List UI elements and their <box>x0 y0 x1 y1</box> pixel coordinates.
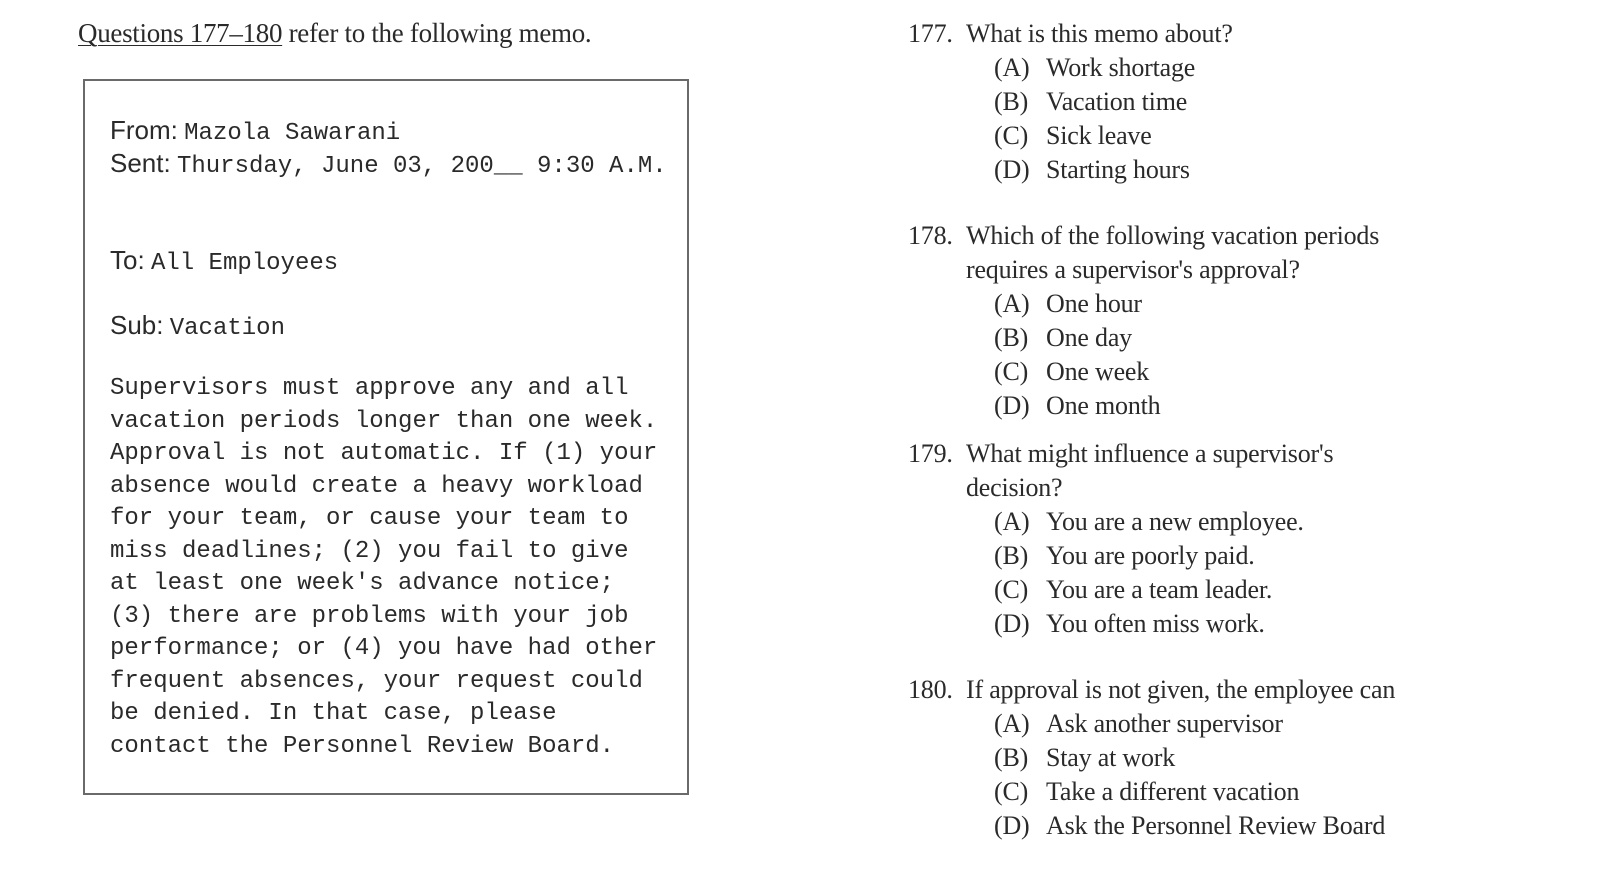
sub-label: Sub: <box>110 310 164 340</box>
option-d <box>908 607 1333 641</box>
option-a <box>908 287 1379 321</box>
option-text: Take a different vacation <box>1046 777 1300 806</box>
question-stem-continued: requires a supervisor's approval? <box>966 255 1300 284</box>
option-text: You are a team leader. <box>1046 575 1273 604</box>
question-178 <box>908 219 1379 423</box>
option-letter: (A) <box>994 289 1030 318</box>
option-letter: (B) <box>994 743 1029 772</box>
from-label: From: <box>110 115 178 145</box>
option-letter: (B) <box>994 541 1029 570</box>
question-range: Questions 177–180 <box>78 18 283 48</box>
option-letter: (D) <box>994 155 1030 184</box>
option-b <box>908 741 1395 775</box>
option-letter: (D) <box>994 811 1030 840</box>
memo-body-line: frequent absences, your request could <box>110 667 643 695</box>
memo-box <box>83 79 689 795</box>
option-d <box>908 389 1379 423</box>
option-letter: (D) <box>994 609 1030 638</box>
option-a <box>908 51 1233 85</box>
option-a <box>908 505 1333 539</box>
option-c <box>908 573 1333 607</box>
option-letter: (B) <box>994 323 1029 352</box>
memo-body-line: vacation periods longer than one week. <box>110 407 658 435</box>
memo-body-line: at least one week's advance notice; <box>110 570 615 597</box>
memo-sent <box>110 148 667 180</box>
to-label: To: <box>110 245 145 275</box>
question-stem: What is this memo about? <box>966 19 1233 48</box>
memo-body-line: performance; or (4) you have had other <box>110 635 658 662</box>
option-letter: (C) <box>994 357 1029 386</box>
option-text: One day <box>1046 323 1132 352</box>
from-value: Mazola Sawarani <box>184 120 401 147</box>
option-text: You are poorly paid. <box>1046 541 1255 570</box>
question-177 <box>908 17 1233 187</box>
option-text: Sick leave <box>1046 121 1152 150</box>
option-letter: (A) <box>994 53 1030 82</box>
question-stem: Which of the following vacation periods <box>966 221 1380 250</box>
option-d <box>908 153 1233 187</box>
option-letter: (D) <box>994 391 1030 420</box>
memo-body-line: contact the Personnel Review Board. <box>110 732 615 760</box>
option-letter: (C) <box>994 575 1029 604</box>
option-b <box>908 539 1333 573</box>
option-c <box>908 355 1379 389</box>
option-letter: (B) <box>994 87 1029 116</box>
memo-body-line: for your team, or cause your team to <box>110 505 629 532</box>
memo-from <box>110 115 400 147</box>
option-text: One week <box>1046 357 1150 386</box>
memo-body-line: Supervisors must approve any and all <box>110 375 629 402</box>
option-text: You often miss work. <box>1046 609 1265 638</box>
memo-body <box>110 373 657 763</box>
memo-body-line: Approval is not automatic. If (1) your <box>110 440 658 467</box>
sent-value: Thursday, June 03, 200__ 9:30 A.M. <box>176 153 667 180</box>
memo-to <box>110 245 338 277</box>
question-stem: What might influence a supervisor's <box>966 439 1334 468</box>
memo-subject <box>110 310 285 342</box>
option-d <box>908 809 1395 843</box>
question-180 <box>908 673 1395 843</box>
memo-body-line: (3) there are problems with your job <box>110 602 629 630</box>
option-letter: (A) <box>994 507 1030 536</box>
option-b <box>908 321 1379 355</box>
option-letter: (C) <box>994 777 1029 806</box>
question-number: 179. <box>908 439 953 468</box>
instructions-text: refer to the following memo. <box>282 18 592 48</box>
option-letter: (A) <box>994 709 1030 738</box>
sub-value: Vacation <box>169 315 285 342</box>
option-b <box>908 85 1233 119</box>
sent-label: Sent: <box>110 148 171 178</box>
option-text: Stay at work <box>1046 743 1176 772</box>
option-text: One month <box>1046 391 1161 420</box>
option-c <box>908 775 1395 809</box>
option-text: One hour <box>1046 289 1142 318</box>
question-stem: If approval is not given, the employee can <box>966 675 1396 704</box>
memo-body-line: absence would create a heavy workload <box>110 472 643 500</box>
option-a <box>908 707 1395 741</box>
option-letter: (C) <box>994 121 1029 150</box>
option-text: Ask the Personnel Review Board <box>1046 811 1386 840</box>
question-number: 178. <box>908 221 953 250</box>
to-value: All Employees <box>150 250 339 277</box>
option-text: You are a new employee. <box>1046 507 1304 536</box>
question-179 <box>908 437 1333 641</box>
option-text: Vacation time <box>1046 87 1188 116</box>
option-text: Ask another supervisor <box>1046 709 1283 738</box>
option-text: Starting hours <box>1046 155 1190 184</box>
option-c <box>908 119 1233 153</box>
option-text: Work shortage <box>1046 53 1196 82</box>
question-number: 177. <box>908 19 953 48</box>
memo-body-line: miss deadlines; (2) you fail to give <box>110 537 629 565</box>
question-stem-continued: decision? <box>966 473 1063 502</box>
memo-body-line: be denied. In that case, please <box>110 700 557 727</box>
instructions <box>78 18 591 49</box>
question-number: 180. <box>908 675 953 704</box>
